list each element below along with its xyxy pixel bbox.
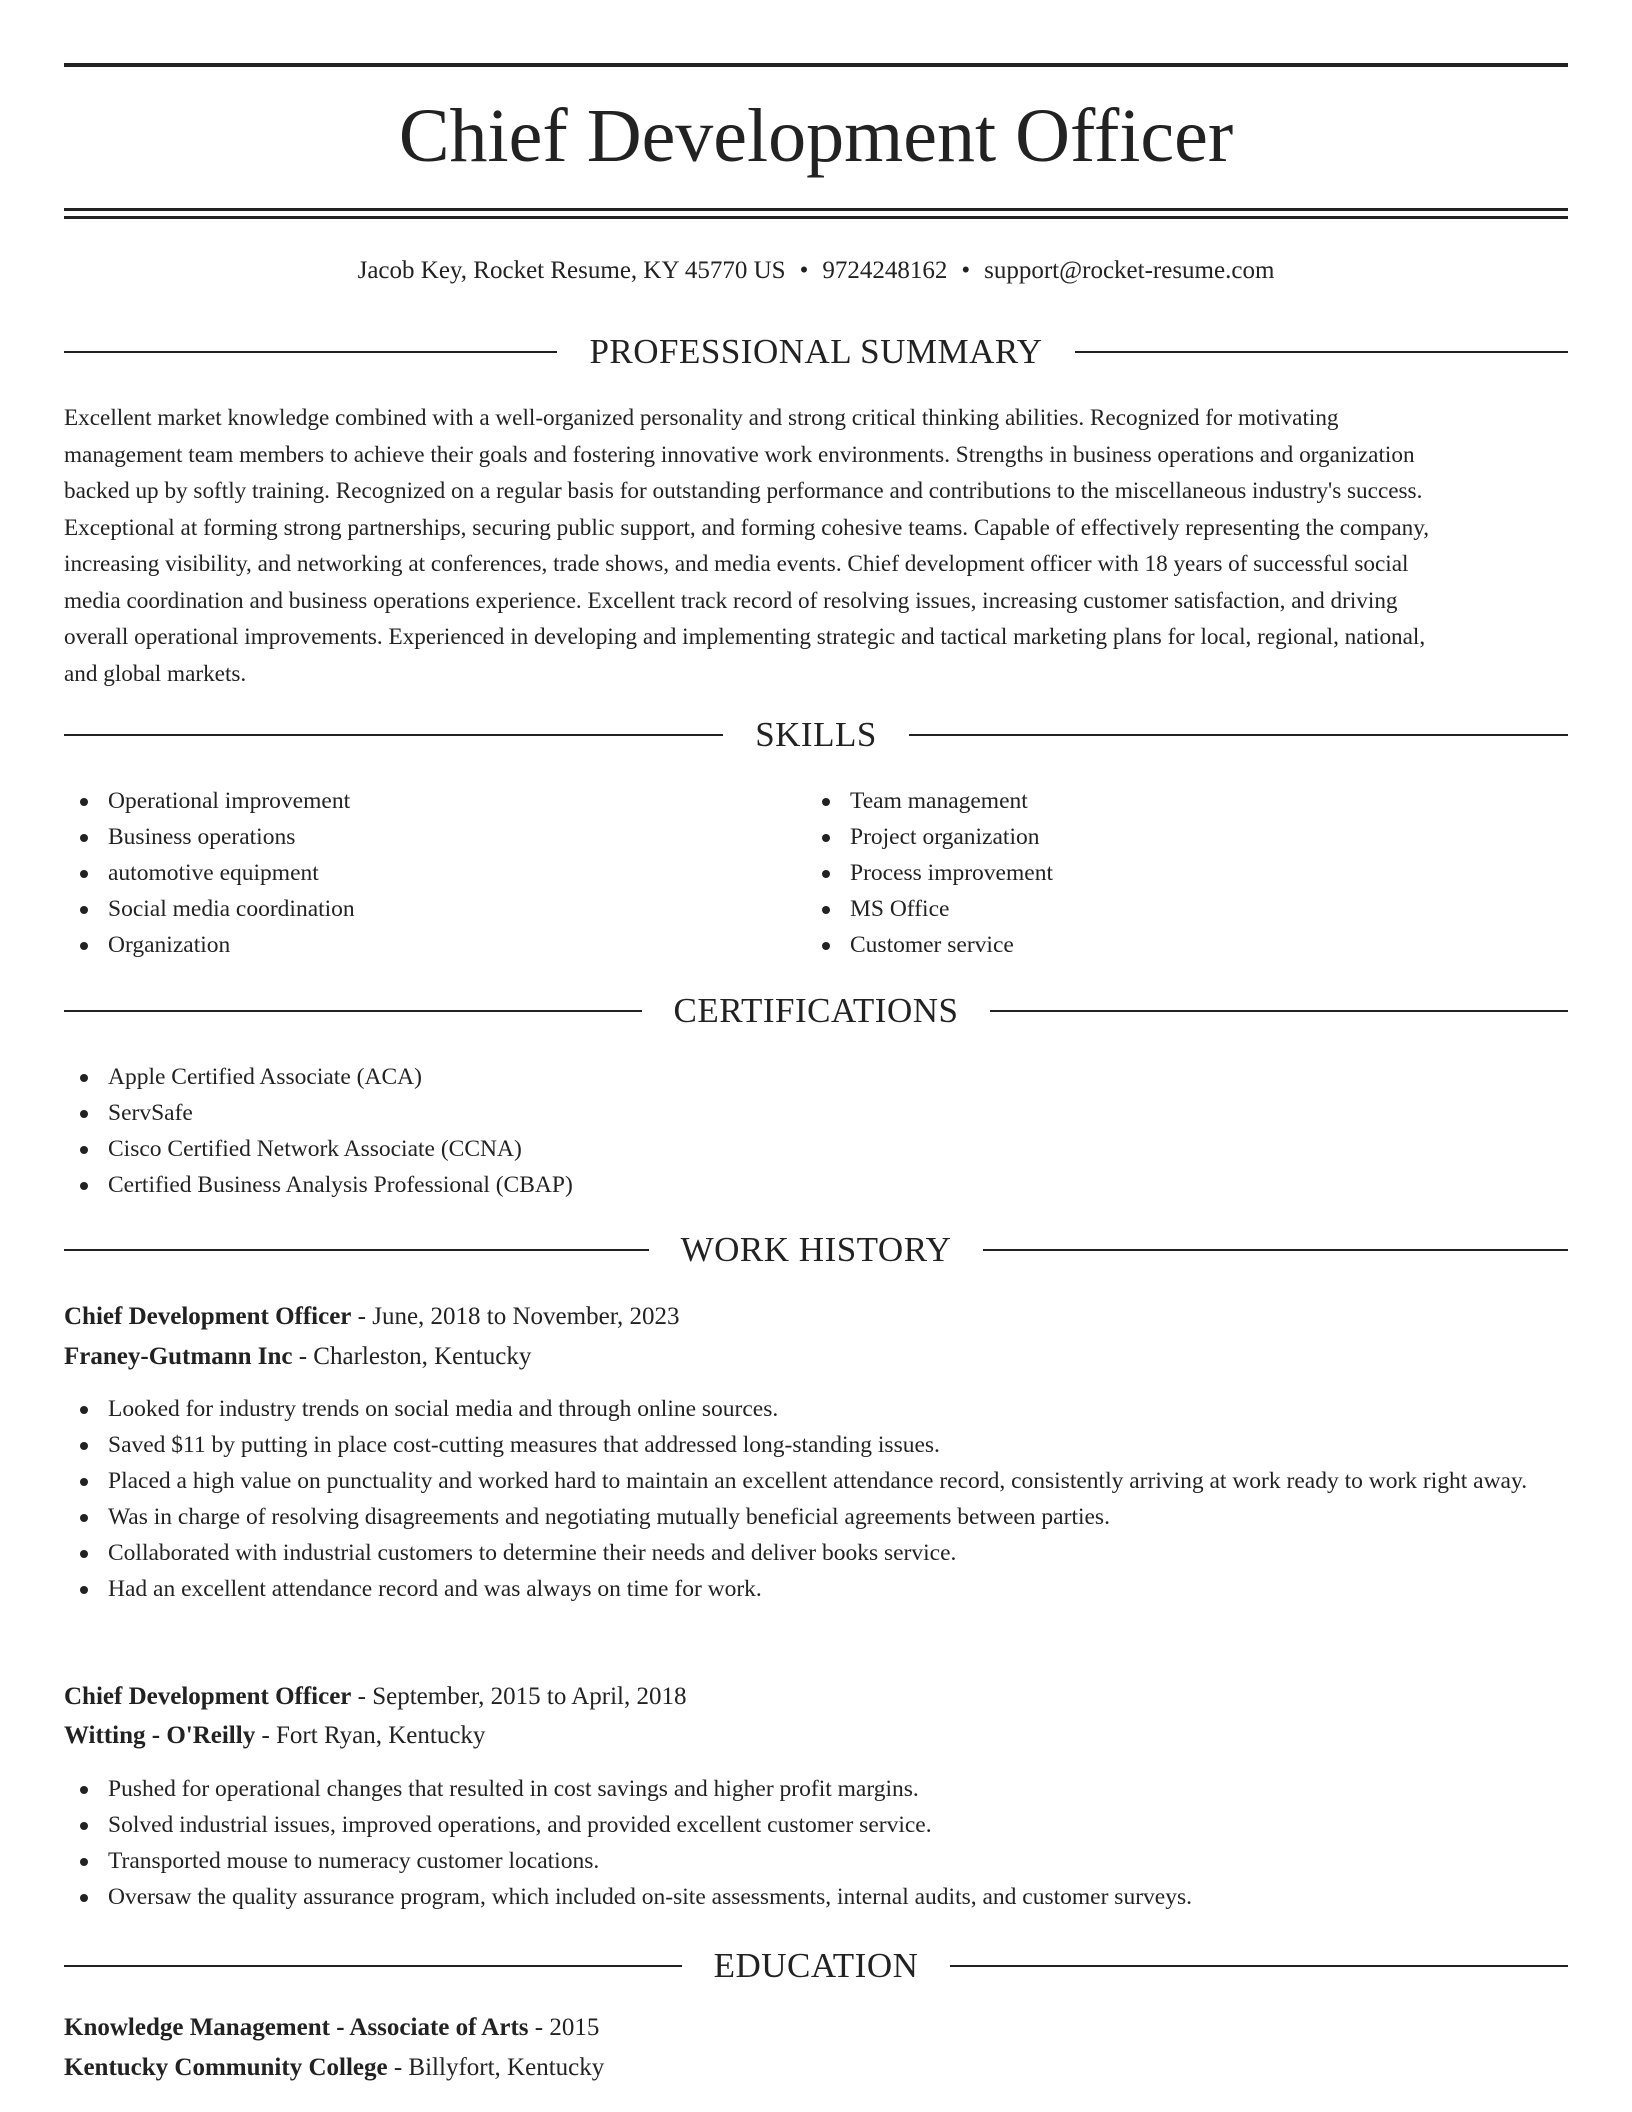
job-duty: Had an excellent attendance record and was always on time for work. [64,1571,1568,1607]
certification-item: Certified Business Analysis Professional (CBAP) [64,1167,1568,1203]
heading-rule-left [64,1249,649,1251]
heading-rule-right [990,1010,1568,1012]
skill-item: Organization [64,927,804,963]
contact-address: Jacob Key, Rocket Resume, KY 45770 US [357,257,786,284]
heading-rule-left [64,351,557,353]
heading-rule-right [1075,351,1568,353]
header-rule-top [64,63,1568,67]
job-duty: Placed a high value on punctuality and worked hard to maintain an excellent attendance record, consistently arriving at work ready to work right away. [64,1463,1568,1499]
heading-rule-left [64,1010,642,1012]
skill-item: Project organization [806,819,1546,855]
section-heading-summary [64,330,1568,374]
job-dates: - September, 2015 to April, 2018 [351,1683,687,1710]
summary-line: overall operational improvements. Experienced in developing and implementing strategic and tactical marketing plans for local, regional, national, [64,624,1426,650]
section-title: EDUCATION [713,1946,919,1985]
certification-item: ServSafe [64,1095,1568,1131]
section-heading-skills [64,713,1568,757]
section-heading-certifications [64,989,1568,1033]
summary-line: increasing visibility, and networking at conferences, trade shows, and media events. Chief development officer with 18 years of successful social [64,551,1409,577]
heading-rule-right [909,734,1568,736]
summary-line: management team members to achieve their goals and fostering innovative work environments. Strengths in business operations and organization [64,441,1415,468]
job-location: - Charleston, Kentucky [292,1343,532,1370]
summary-line: Exceptional at forming strong partnerships, securing public support, and forming cohesive teams. Capable of effectively representing the company, [64,514,1430,541]
skill-item: Operational improvement [64,783,804,819]
section-title: WORK HISTORY [680,1230,952,1269]
education-school: Kentucky Community College [64,2054,388,2081]
skill-item: Social media coordination [64,891,804,927]
heading-rule-right [950,1965,1568,1967]
heading-rule-right [983,1249,1568,1251]
job-title-line [64,1299,1568,1335]
certifications-list [64,1059,1568,1203]
summary-paragraph [64,400,1574,692]
skill-item: Process improvement [806,855,1546,891]
summary-line: Excellent market knowledge combined with a well-organized personality and strong critical thinking abilities. Recognized for motivating [64,405,1339,431]
job-company-line [64,1718,1568,1754]
page-title: Chief Development Officer [398,94,1234,178]
skill-item: MS Office [806,891,1546,927]
certification-item: Apple Certified Associate (ACA) [64,1059,1568,1095]
education-school-line [64,2050,1568,2086]
summary-line: media coordination and business operations experience. Excellent track record of resolving issues, increasing customer satisfaction, and driving [64,587,1398,614]
job-duty: Looked for industry trends on social media and through online sources. [64,1391,1568,1427]
job-duty: Was in charge of resolving disagreements and negotiating mutually beneficial agreements between parties. [64,1499,1568,1535]
heading-rule-left [64,1965,682,1967]
education-degree-line [64,2010,1568,2046]
header-rule-double-top [64,208,1568,211]
contact-line [64,254,1568,288]
job-duties-list [64,1391,1568,1607]
skills-list-left [64,783,804,963]
job-duty: Collaborated with industrial customers to determine their needs and deliver books service. [64,1535,1568,1571]
job-company: Franey-Gutmann Inc [64,1343,293,1370]
job-duty: Oversaw the quality assurance program, which included on-site assessments, internal audits, and customer surveys. [64,1879,1568,1915]
job-title: Chief Development Officer [64,1683,352,1710]
section-heading-work-history [64,1228,1568,1272]
job-duty: Solved industrial issues, improved operations, and provided excellent customer service. [64,1807,1568,1843]
contact-phone: 9724248162 [822,257,948,284]
section-title: PROFESSIONAL SUMMARY [589,332,1043,371]
education-year: - 2015 [528,2014,600,2041]
job-title-line [64,1679,1568,1715]
contact-separator: • [961,257,971,284]
section-title: SKILLS [755,715,877,754]
contact-separator: • [799,257,809,284]
section-title: CERTIFICATIONS [673,991,959,1030]
job-company: Witting - O'Reilly [64,1722,256,1749]
education-degree: Knowledge Management - Associate of Arts [64,2014,529,2041]
skill-item: Business operations [64,819,804,855]
job-dates: - June, 2018 to November, 2023 [351,1303,680,1330]
skill-item: Team management [806,783,1546,819]
job-duty: Transported mouse to numeracy customer locations. [64,1843,1568,1879]
skill-item: automotive equipment [64,855,804,891]
heading-rule-left [64,734,723,736]
job-company-line [64,1339,1568,1375]
section-heading-education [64,1944,1568,1988]
job-duty: Saved $11 by putting in place cost-cutting measures that addressed long-standing issues. [64,1427,1568,1463]
contact-email: support@rocket-resume.com [984,257,1275,284]
skill-item: Customer service [806,927,1546,963]
job-duties-list [64,1771,1568,1915]
summary-line: backed up by softly training. Recognized on a regular basis for outstanding performance and contributions to the miscellaneous industry's success. [64,478,1423,504]
education-location: - Billyfort, Kentucky [387,2054,605,2081]
certification-item: Cisco Certified Network Associate (CCNA) [64,1131,1568,1167]
header-rule-double-bottom [64,216,1568,219]
skills-list-right [806,783,1546,963]
summary-line: and global markets. [64,660,247,687]
job-title: Chief Development Officer [64,1303,352,1330]
job-duty: Pushed for operational changes that resulted in cost savings and higher profit margins. [64,1771,1568,1807]
job-location: - Fort Ryan, Kentucky [255,1722,486,1749]
